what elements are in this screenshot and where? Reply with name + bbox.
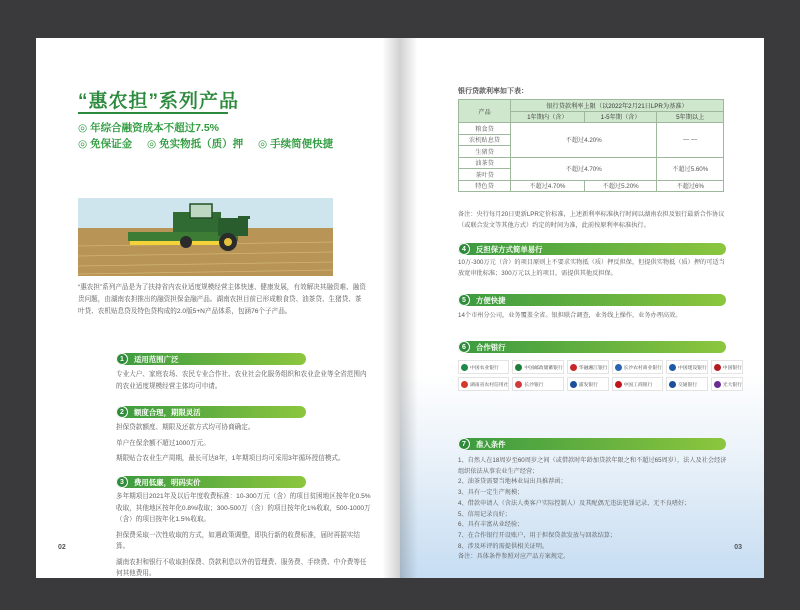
section-3-text-3: 湖南农担和银行不收取担保费、贷款利息以外的管理费、服务费、手续费、中介费等任何其他费用。: [116, 558, 367, 577]
section-3-text-1: 多年期项目2021年及以后年度收费标准：10-300万元（含）的项目贫困地区按年化0.5%收取，其他地区按年化0.8%收取；300-500万（含）的项目按年化1%收取，500-1000万（含）的项目按年化1.5%收取。: [116, 493, 371, 523]
section-6-number: 6: [458, 341, 470, 353]
table-cell-long: 不超过5.60%: [657, 157, 724, 180]
feature-no-collateral: ◎ 免实物抵（质）押: [147, 138, 244, 150]
table-row: [459, 180, 724, 192]
bank-logo: 中国银行: [711, 360, 743, 374]
table-header-col-2: 1-5年期（含）: [584, 111, 657, 123]
rate-table-label: 银行贷款利率如下表：: [458, 88, 528, 95]
bank-logo: 湖南省农村信用社: [458, 377, 509, 391]
section-2-title: 额度合理，期限灵活: [134, 407, 201, 417]
section-6-title: 合作银行: [476, 342, 506, 352]
section-5-body: 14个市州分公司，业务覆盖全省。银担联合调查，业务线上操作，业务办理高效。: [458, 312, 682, 319]
list-item: 2、油茶贷需要当地林业局出具推荐函；: [458, 478, 567, 486]
bank-logo: 长沙银行: [512, 377, 563, 391]
section-4-bar: [458, 243, 726, 255]
product-intro: “惠农担”系列产品是为了扶持省内农业适度规模经营主体快速、健康发展，有效解决其融资难、融资贵问题，由湖南农担推出的融资担保金融产品。湖南农担目前已形成粮食贷、油茶贷、生猪贷、茶叶贷、农机贴息贷及特色贷构成的2.0版5+N产品体系，包涵76个子产品。: [78, 284, 366, 315]
bank-logo: 长沙农村商业银行: [612, 360, 663, 374]
list-item: 5、信用记录良好；: [458, 510, 511, 518]
feature-cost: ◎ 年综合融资成本不超过7.5%: [78, 122, 220, 134]
section-2-bar: [116, 406, 306, 418]
bank-logo: 中国工商银行: [612, 377, 663, 391]
section-7-bar: [458, 438, 726, 450]
section-7-title: 准入条件: [476, 439, 506, 449]
section-5-number: 5: [458, 294, 470, 306]
section-4-number: 4: [458, 243, 470, 255]
section-3-body: [116, 491, 371, 580]
table-header-col-3: 5年期以上: [657, 111, 724, 123]
left-page: [36, 38, 400, 578]
bank-logo: 华融湘江银行: [567, 360, 609, 374]
feature-easy: ◎ 手续简便快捷: [258, 138, 334, 150]
list-item: 6、具有丰富从业经验；: [458, 521, 524, 529]
section-1-text: 专业大户、家庭农场、农民专业合作社、农业社会化服务组织和农业企业等全省范围内的农业适度规模经营主体均可申请。: [116, 371, 367, 390]
section-2-text-1: 担保贷款额度、期限及还款方式均可协商确定。: [116, 424, 255, 431]
section-2-text-3: 期限贴合农业生产周期，最长可达8年，1年期项目均可采用3年循环授信模式。: [116, 455, 345, 462]
table-cell-product: 特色贷: [459, 180, 511, 192]
page-number-right: 03: [734, 544, 742, 551]
section-3-title: 费用低廉，明码实价: [134, 477, 201, 487]
section-1-title: 适用范围广泛: [134, 354, 179, 364]
bank-logo: 中国邮政储蓄银行: [512, 360, 563, 374]
loan-rate-table: [458, 99, 724, 192]
table-cell-rate: 不超过5.20%: [584, 180, 657, 192]
list-item: 7、在合作银行开设账户，用于担保贷款发放与回款结算；: [458, 531, 617, 539]
feature-row-1: [78, 120, 231, 135]
section-1-number: 1: [116, 353, 128, 365]
harvester-photo: [78, 198, 333, 276]
table-cell-rate: 不超过4.70%: [511, 157, 657, 180]
brochure-spread: [36, 38, 764, 578]
section-2-text-2: 单户在保余额不超过1000万元。: [116, 439, 210, 447]
right-page: [400, 38, 764, 578]
list-item: 4、借款申请人（含法人类客户实际控制人）及其配偶无违法犯罪记录、无不良嗜好；: [458, 499, 691, 507]
table-row: [459, 123, 724, 135]
bank-logo: 交通银行: [666, 377, 708, 391]
table-cell-rate: 不超过6%: [657, 180, 724, 192]
list-item: 1、自然人在18周岁至60周岁之间（或借款时年龄加贷款年限之和不超过65周岁），法人及社会经济组织依法从事农业生产经营；: [458, 457, 727, 475]
section-6-bar: [458, 341, 726, 353]
section-2-number: 2: [116, 406, 128, 418]
table-header-col-1: 1年期内（含）: [511, 111, 585, 123]
table-cell-rate: 不超过4.20%: [511, 123, 657, 158]
list-item: 8、涉及环评的需提供相关证明。: [458, 542, 549, 550]
bank-logo: 光大银行: [711, 377, 743, 391]
eligibility-list: [458, 456, 730, 563]
page-number-left: 02: [58, 544, 66, 551]
section-2-body: [116, 422, 371, 465]
section-5-bar: [458, 294, 726, 306]
table-row: [459, 157, 724, 169]
table-cell-product: 农机贴息贷: [459, 134, 511, 146]
table-cell-product: 油茶贷: [459, 157, 511, 169]
section-4-title: 反担保方式简单易行: [476, 244, 543, 254]
list-item: 3、具有一定生产规模；: [458, 489, 524, 497]
bank-logo: 浦发银行: [567, 377, 609, 391]
section-4-body: 10万-300万元（含）的项目原则上不要求实物抵（质）押反担保，但提供实物抵（质）押的可适当放宽审批标准；300万元以上的项目，需提供其他反担保。: [458, 259, 725, 277]
partner-bank-logos: [458, 360, 742, 391]
table-header-product: 产品: [459, 100, 511, 123]
bank-logo: 中国农业银行: [458, 360, 509, 374]
table-cell-product: 茶叶贷: [459, 169, 511, 181]
title-underline: [78, 112, 228, 114]
table-cell-rate: 不超过4.70%: [511, 180, 585, 192]
gutter-shadow: [382, 38, 400, 578]
page-title: “惠农担”系列产品: [78, 91, 240, 112]
section-3-text-2: 担保费采取一次性收取的方式，如遇政策调整，即执行新的收费标准，届时再据实结算。: [116, 531, 360, 550]
bank-logo: 中国建设银行: [666, 360, 708, 374]
section-3-number: 3: [116, 476, 128, 488]
table-cell-long: — —: [657, 123, 724, 158]
section-5-title: 方便快捷: [476, 295, 506, 305]
feature-no-deposit: ◎ 免保证金: [78, 138, 133, 150]
list-item: 备注：具体条件参照对应产品方案规定。: [458, 553, 570, 561]
table-cell-product: 生猪贷: [459, 146, 511, 158]
rate-table-note: 备注：央行每月20日更新LPR定价标准，上述新利率标准执行时间以湖南农担及银行最新合作协议（或联合发文等其他方式）约定的时间为准，此前按原利率标准执行。: [458, 211, 725, 229]
section-3-bar: [116, 476, 306, 488]
section-1-body: [116, 369, 371, 392]
gutter-shadow: [400, 38, 418, 578]
combine-harvester-image: [78, 198, 333, 276]
section-1-bar: [116, 353, 306, 365]
table-header-group: 银行贷款利率上限（以2022年2月21日LPR为基准）: [511, 100, 724, 112]
feature-row-2: [78, 136, 345, 151]
table-cell-product: 粮食贷: [459, 123, 511, 135]
section-7-number: 7: [458, 438, 470, 450]
